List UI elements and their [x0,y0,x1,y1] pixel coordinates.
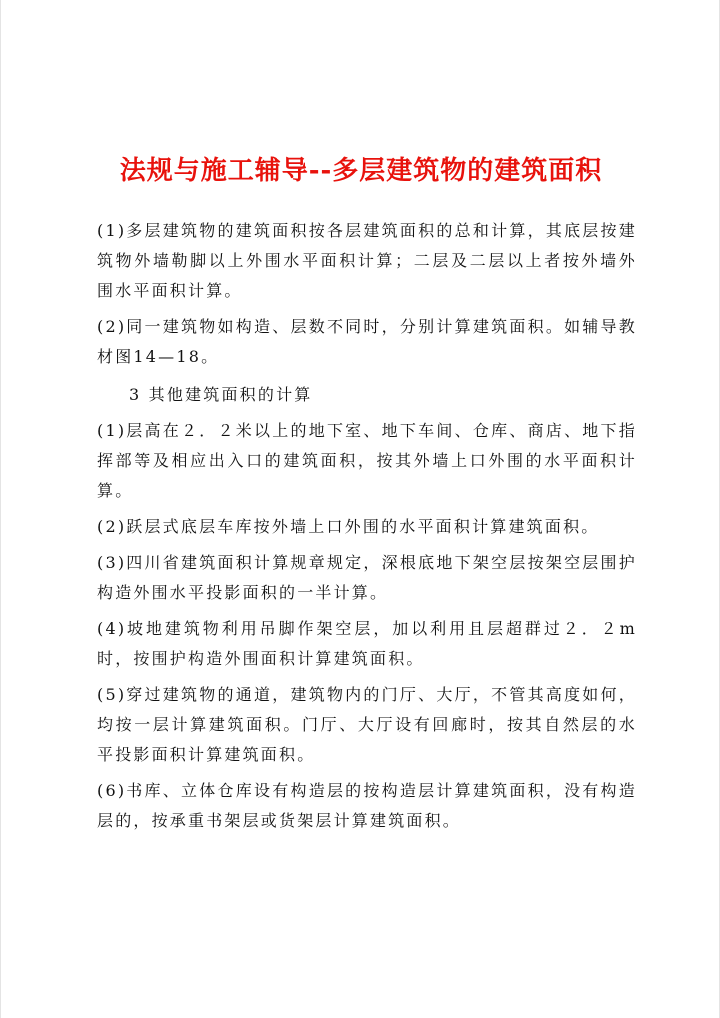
list-item-5: (5)穿过建筑物的通道，建筑物内的门厅、大厅，不管其高度如何，均按一层计算建筑面积。门厅、大厅设有回廊时，按其自然层的水平投影面积计算建筑面积。 [97,685,637,764]
paragraph-1: (1)多层建筑物的建筑面积按各层建筑面积的总和计算，其底层按建筑物外墙勒脚以上外围水平面积计算；二层及二层以上者按外墙外围水平面积计算。 [97,221,637,300]
document-body [97,216,637,836]
list-item-1: (1)层高在２．２米以上的地下室、地下车间、仓库、商店、地下指挥部等及相应出入口的建筑面积，按其外墙上口外围的水平面积计算。 [97,421,637,500]
section-heading: 3 其他建筑面积的计算 [129,385,313,404]
list-item-6: (6)书库、立体仓库设有构造层的按构造层计算建筑面积，没有构造层的，按承重书架层或货架层计算建筑面积。 [97,781,637,830]
list-item-2: (2)跃层式底层车库按外墙上口外围的水平面积计算建筑面积。 [97,517,600,536]
document-title: 法规与施工辅导--多层建筑物的建筑面积 [119,156,603,186]
paragraph-2: (2)同一建筑物如构造、层数不同时，分别计算建筑面积。如辅导教材图14—18。 [97,317,637,366]
list-item-4: (4)坡地建筑物利用吊脚作架空层，加以利用且层超群过２．２m时，按围护构造外围面积计算建筑面积。 [97,619,637,668]
list-item-3: (3)四川省建筑面积计算规章规定，深根底地下架空层按架空层围护构造外围水平投影面积的一半计算。 [97,553,637,602]
